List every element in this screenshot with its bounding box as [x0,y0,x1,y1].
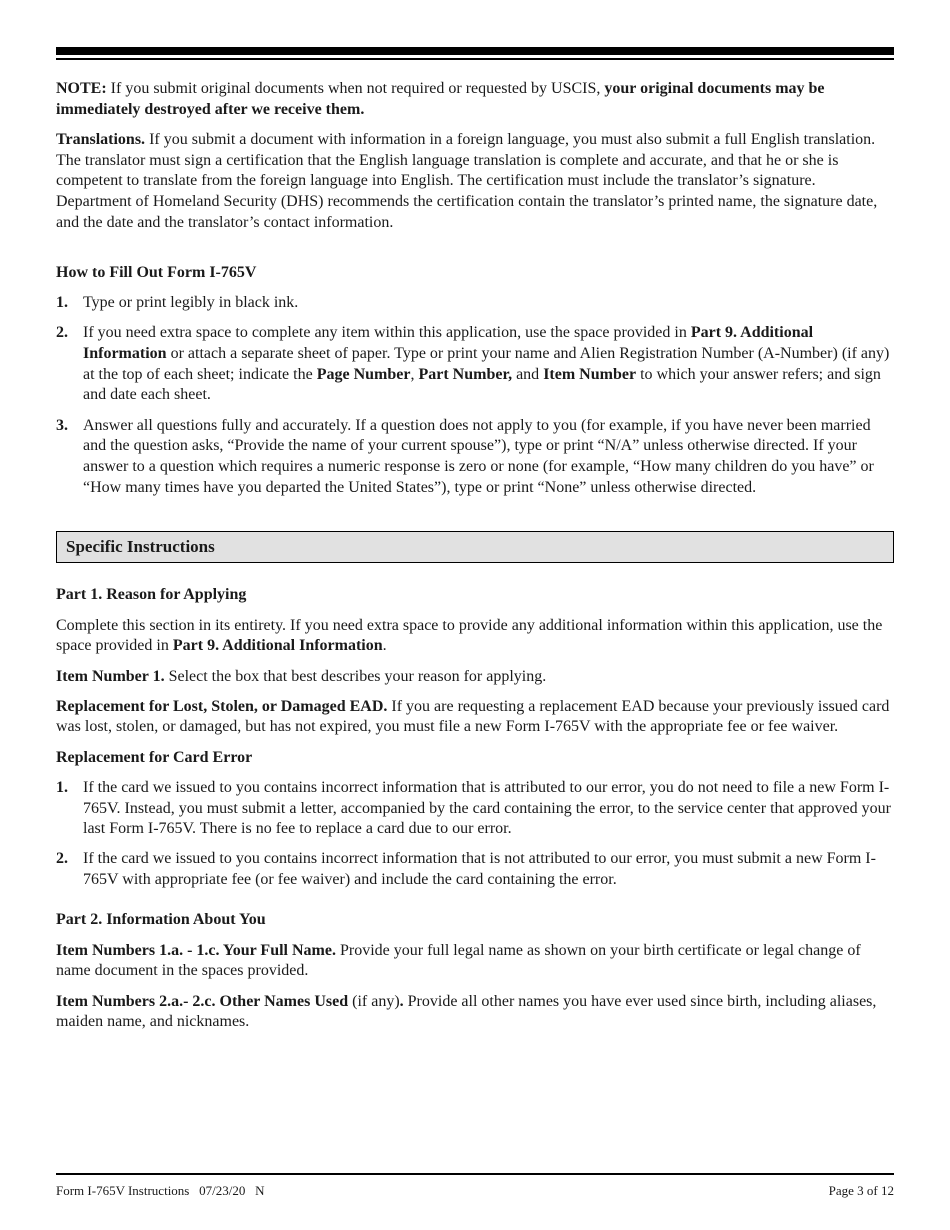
list-item: 2. If you need extra space to complete any item within this application, use the space provided in Part 9. Additional Information or attach a separate sheet of paper. Type or print your name and Alien Registration Number (A-Number) (if any) at the top of each sheet; indicate the Page Number, Part Number, and Item Number to which your answer refers; and sign and date each sheet. [56,324,890,404]
top-rule-thin [56,58,894,60]
list-item-text: If the card we issued to you contains incorrect information that is not attributed to our error, you must submit a new Form I-765V with appropriate fee (or fee waiver) and include the card containing the error. [83,850,876,889]
list-item [56,293,894,314]
footer-rule [56,1173,894,1175]
translations-paragraph [56,130,894,234]
list-item-text: Type or print legibly in black ink. [83,294,299,312]
replacement-lost-paragraph: Replacement for Lost, Stolen, or Damaged EAD. If you are requesting a replacement EAD because your previously issued card was lost, stolen, or damaged, but has not expired, you must file a new Form I-765V with the appropriate fee or fee waiver. [56,697,890,736]
item-label: Item Number 1. [56,667,165,685]
list-item-number: 1. [56,294,68,312]
card-error-list [56,778,894,891]
how-to-fill-list [56,293,894,498]
part2-heading: Part 2. Information About You [56,911,266,929]
translations-label: Translations. [56,130,146,148]
note-bold: your original documents may be immediately destroyed after we receive them. [56,80,825,118]
list-item-number: 2. [56,850,68,868]
card-error-heading: Replacement for Card Error [56,748,253,766]
list-item [56,416,894,499]
list-item-text: Answer all questions fully and accurately. If a question does not apply to you (for example, if you have never been married and the question asks, “Provide the name of your current spouse”), type or print “N/A” unless otherwise directed. If your answer to a question which requires a numeric response is zero or none (for example, “How many children do you have” or “How many times have you departed the United States”), type or print “None” unless otherwise directed. [83,416,874,496]
list-item [56,778,894,840]
item-label: Item Numbers 2.a.- 2.c. Other Names Used [56,992,349,1010]
part-number-ref: Part Number, [418,365,513,383]
list-item-number: 3. [56,416,68,434]
list-item-text: or attach a separate sheet of paper. Type or print your name and Alien Registration Number (A-Number) (if any) at the top of each sheet; indicate the [83,345,890,383]
part1-item1: Item Number 1. Select the box that best describes your reason for applying. [56,667,547,685]
list-item-number: 1. [56,778,68,796]
part2-item2: Item Numbers 2.a.- 2.c. Other Names Used (if any). Provide all other names you have ever used since birth, including aliases, maiden name, and nicknames. [56,992,877,1031]
part9-ref: Part 9. Additional Information [172,637,383,655]
note-label: NOTE: [56,80,107,97]
item-label: Item Numbers 1.a. - 1.c. Your Full Name. [56,941,336,959]
replacement-lost-label: Replacement for Lost, Stolen, or Damaged EAD. [56,697,388,715]
translations-text: If you submit a document with information in a foreign language, you must also submit a full English translation. The translator must sign a certification that the English language translation is complete and accurate, and that he or she is competent to translate from the foreign language into English. The certification must include the translator’s signature. Department of Homeland Security (DHS) recommends the certification contain the translator’s printed name, the signature date, and the date and the translator’s contact information. [56,130,878,231]
top-rule-thick [56,47,894,55]
item-number-ref: Item Number [543,365,637,383]
specific-instructions-header: Specific Instructions [56,531,894,563]
part9-ref: Part 9. Additional Information [83,324,814,363]
list-item-text: If you need extra space to complete any item within this application, use the space provided in [83,324,691,342]
list-item-number: 2. [56,324,68,342]
list-item-text: to which your answer refers; and sign and date each sheet. [83,365,881,404]
page-number-ref: Page Number [316,365,411,383]
note-paragraph [56,79,894,120]
page-content [56,79,894,1042]
part2-item1: Item Numbers 1.a. - 1.c. Your Full Name. Provide your full legal name as shown on your birth certificate or legal change of name document in the spaces provided. [56,941,861,980]
note-text: If you submit original documents when not required or requested by USCIS, [106,80,605,97]
how-to-fill-heading: How to Fill Out Form I-765V [56,263,257,281]
part1-intro: Complete this section in its entirety. If you need extra space to provide any additional information within this application, use the space provided in Part 9. Additional Information. [56,616,883,655]
part1-heading: Part 1. Reason for Applying [56,586,247,604]
list-item [56,849,894,890]
footer-page-number: Page 3 of 12 [828,1183,894,1198]
list-item-text: If the card we issued to you contains incorrect information that is attributed to our error, you do not need to file a new Form I-765V. Instead, you must submit a letter, accompanied by the card containing the error, to the service center that approved your last Form I-765V. There is no fee to replace a card due to our error. [83,778,891,838]
footer-form-id: Form I-765V Instructions 07/23/20 N [56,1183,265,1198]
